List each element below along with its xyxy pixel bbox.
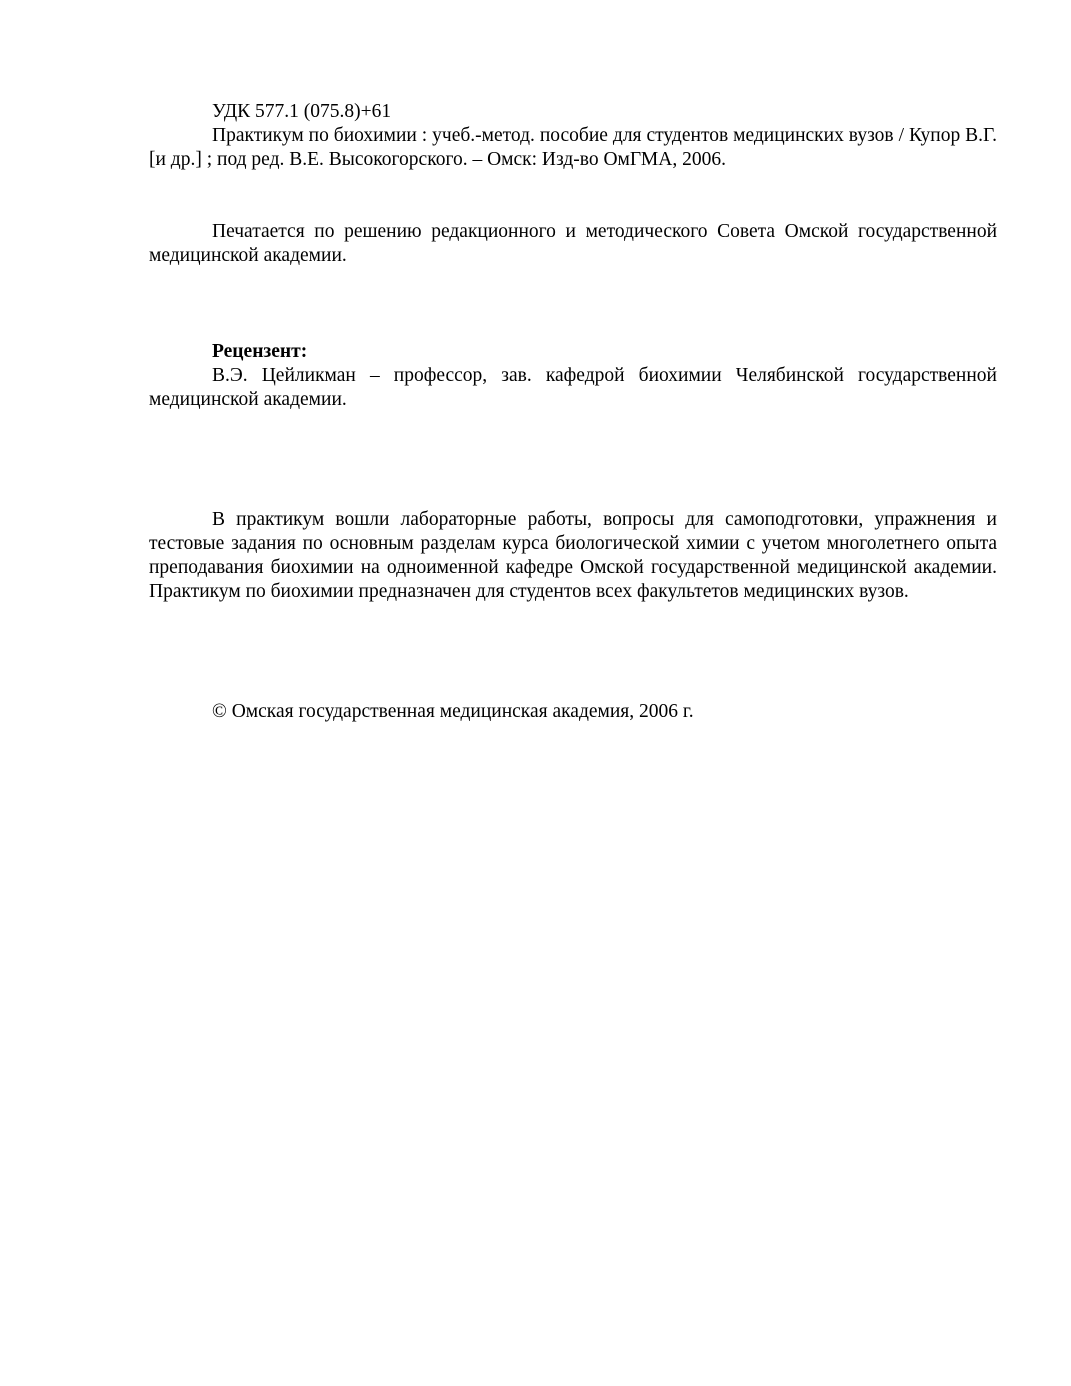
reviewer-block (149, 340, 997, 412)
reviewer-heading: Рецензент: (212, 341, 308, 362)
approval-block (149, 220, 997, 268)
reviewer-text: В.Э. Цейликман – профессор, зав. кафедрой биохимии Челябинской государственной медицинской академии. (149, 365, 997, 410)
abstract-block (149, 508, 997, 604)
approval-text: Печатается по решению редакционного и методического Совета Омской государственной медицинской академии. (149, 221, 997, 266)
bibliographic-description: Практикум по биохимии : учеб.-метод. пособие для студентов медицинских вузов / Купор В.Г. [и др.] ; под ред. В.Е. Высокогорского. – Омск: Изд-во ОмГМА, 2006. (149, 125, 997, 170)
udk-code: УДК 577.1 (075.8)+61 (212, 101, 392, 122)
document-page (149, 100, 997, 724)
copyright-block (149, 700, 997, 724)
bibliographic-block (149, 100, 997, 172)
abstract-text: В практикум вошли лабораторные работы, вопросы для самоподготовки, упражнения и тестовые задания по основным разделам курса биологической химии с учетом многолетнего опыта преподавания биохимии на одноименной кафедре Омской государственной медицинской академии. Практикум по биохимии предназначен для студентов всех факультетов медицинских вузов. (149, 509, 997, 602)
copyright-text: © Омская государственная медицинская академия, 2006 г. (212, 701, 694, 722)
